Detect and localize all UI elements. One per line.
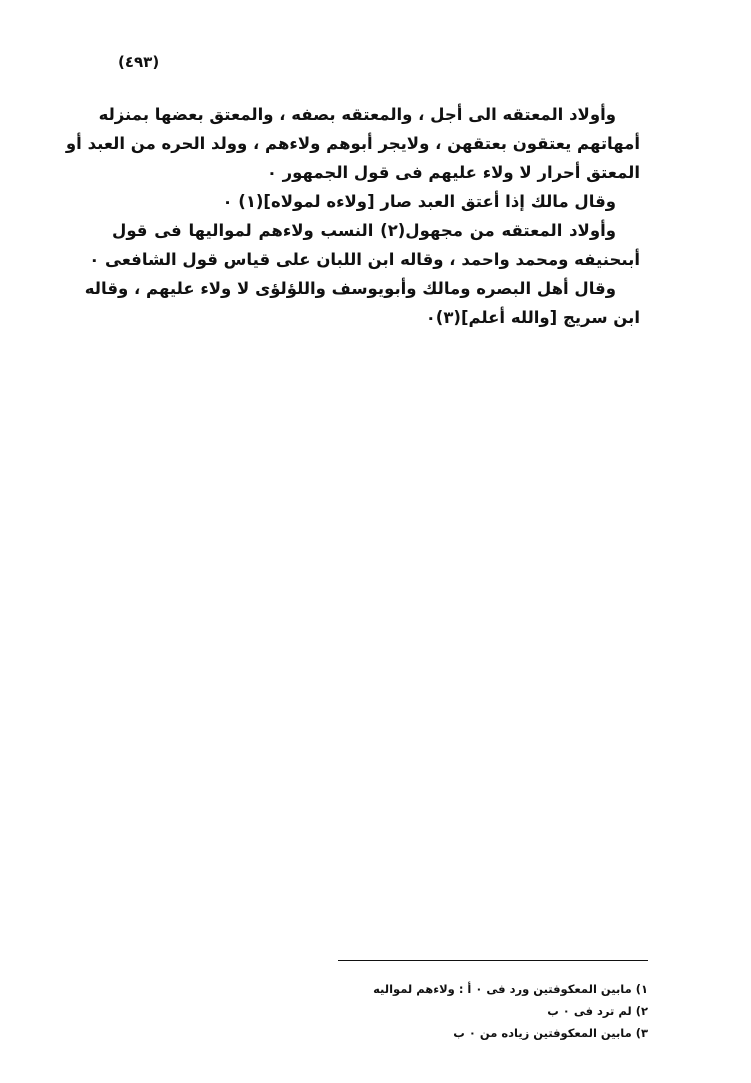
text-line: وقال مالك إذا أعتق العبد صار [ولاءه لمولاه](١) ٠: [222, 192, 616, 211]
text-line: أبىحنيفه ومحمد واحمد ، وقاله ابن اللبان على قياس قول الشافعى ٠: [89, 250, 640, 269]
text-line: ابن سريج [والله أعلم](٣)٠: [425, 308, 640, 327]
paragraph: [84, 274, 640, 332]
paragraph: [65, 100, 640, 187]
text-line: وأولاد المعتقه الى أجل ، والمعتقه بصفه ، والمعتق بعضها بمنزله: [98, 105, 616, 124]
text-line: المعتق أحرار لا ولاء عليهم فى قول الجمهور ٠: [266, 163, 640, 182]
main-text: [65, 100, 640, 332]
text-line: أمهاتهم يعتقون بعتقهن ، ولايجر أبوهم ولاءهم ، وولد الحره من العبد أو: [65, 134, 640, 153]
footnote: ٢) لم ترد فى ٠ ب: [547, 1004, 648, 1018]
text-line: وأولاد المعتقه من مجهول(٢) النسب ولاءهم لمواليها فى قول: [112, 221, 617, 240]
footnote-divider: [338, 960, 648, 961]
paragraph: [112, 187, 640, 216]
page-number: (٤٩٣): [118, 53, 160, 71]
footnotes: [300, 978, 648, 1044]
footnote: ١) مابين المعكوفتين ورد فى ٠ أ : ولاءهم لمواليه: [373, 982, 648, 996]
footnote: ٣) مابين المعكوفتين زياده من ٠ ب: [453, 1026, 648, 1040]
paragraph: [89, 216, 640, 274]
text-line: وقال أهل البصره ومالك وأبويوسف واللؤلؤى لا ولاء عليهم ، وقاله: [84, 279, 616, 298]
